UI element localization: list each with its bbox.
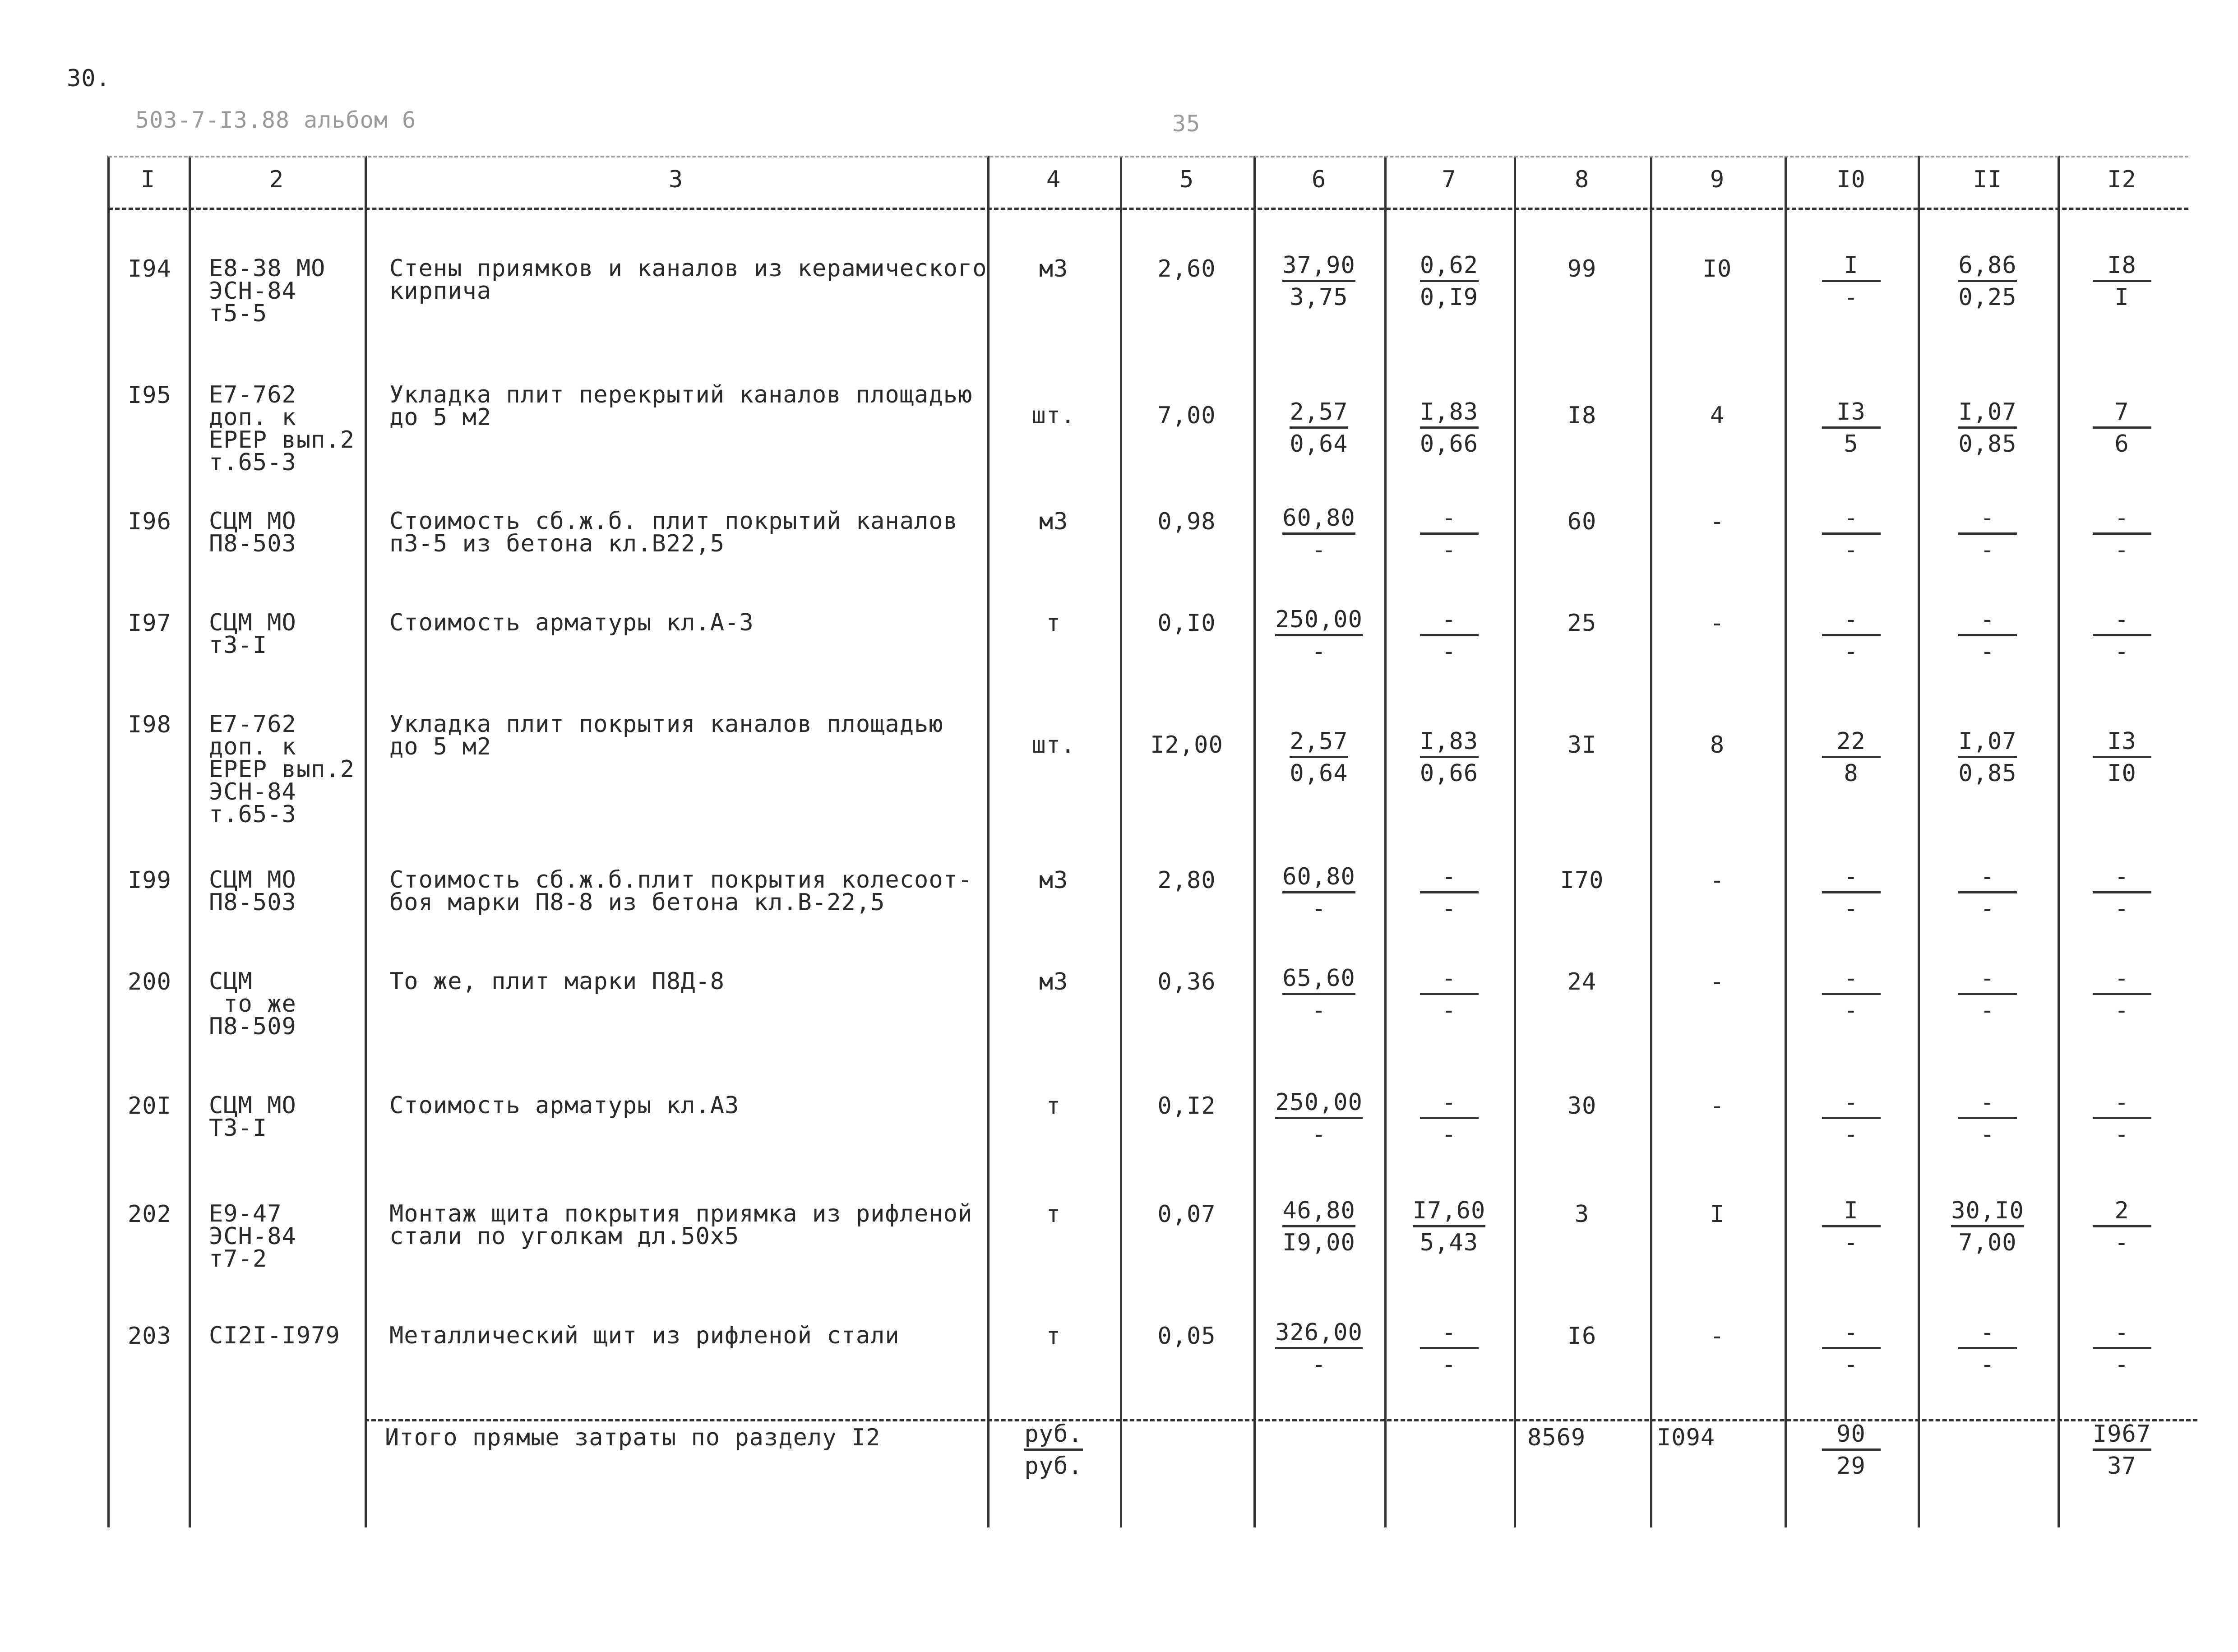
row-col12-numerator: 2 (2093, 1198, 2151, 1227)
row-unit: т (1046, 1201, 1061, 1228)
row-col6-numerator: 65,60 (1282, 966, 1355, 995)
row-col9: - (1710, 968, 1725, 995)
row-code: Е9-47 ЭСН-84 т7-2 (209, 1200, 296, 1273)
row-col12-denominator: I0 (2107, 760, 2136, 787)
row-col8: 24 (1567, 968, 1597, 995)
row-col12-numerator: I3 (2093, 729, 2151, 758)
document-reference: 503-7-I3.88 альбом 6 (135, 107, 416, 133)
row-col12-numerator: - (2093, 505, 2151, 535)
column-header-11: II (1973, 166, 2002, 193)
row-col6-denominator: - (1311, 638, 1327, 665)
row-col6-denominator: - (1311, 1351, 1327, 1378)
total-col10-denominator: 29 (1836, 1453, 1866, 1480)
row-col9: 4 (1710, 402, 1725, 429)
row-col11-numerator: I,07 (1958, 399, 2017, 429)
row-col12-denominator: - (2114, 997, 2129, 1024)
row-col6-numerator: 250,00 (1275, 1090, 1363, 1119)
row-col11-denominator: 0,25 (1958, 284, 2017, 311)
row-col12-denominator: - (2114, 537, 2129, 564)
row-col8: 25 (1567, 610, 1597, 637)
row-col8: I8 (1567, 402, 1597, 429)
row-col6-numerator: 326,00 (1275, 1320, 1363, 1349)
row-unit: шт. (1031, 731, 1076, 759)
row-quantity: 0,36 (1157, 968, 1216, 995)
row-code: СЦМ МО Т3-I (209, 1092, 296, 1142)
row-col12 (2084, 864, 2160, 921)
total-col8: 8569 (1527, 1424, 1586, 1451)
row-col10-denominator: - (1844, 284, 1859, 311)
row-col9: - (1710, 1092, 1725, 1120)
row-unit: м3 (1039, 255, 1068, 282)
row-col6 (1281, 1198, 1357, 1255)
row-code: СЦМ то же П8-509 (209, 968, 296, 1040)
row-code: Е7-762 доп. к ЕРЕР вып.2 ЭСН-84 т.65-3 (209, 711, 355, 828)
row-col10 (1813, 966, 1890, 1023)
total-col10 (1813, 1421, 1890, 1479)
row-col12-denominator: 6 (2114, 430, 2129, 458)
row-unit: м3 (1039, 867, 1068, 894)
row-col6-denominator: - (1311, 895, 1327, 922)
row-col11-denominator: - (1980, 1351, 1995, 1378)
row-col11 (1949, 864, 2026, 921)
row-col7-denominator: 5,43 (1420, 1229, 1479, 1256)
row-quantity: 7,00 (1157, 402, 1216, 429)
row-col12-numerator: 7 (2093, 399, 2151, 429)
row-col9: - (1710, 610, 1725, 637)
row-col9: - (1710, 867, 1725, 894)
column-header-6: 6 (1311, 166, 1327, 193)
row-col12 (2084, 1320, 2160, 1377)
row-col12-denominator: - (2114, 1121, 2129, 1148)
row-col10-numerator: 22 (1822, 729, 1881, 758)
row-col6-denominator: 0,64 (1290, 430, 1348, 458)
row-col10-numerator: I3 (1822, 399, 1881, 429)
row-col6 (1275, 1089, 1363, 1148)
table-top-rule (108, 156, 2188, 157)
row-unit: м3 (1039, 968, 1068, 995)
row-col12 (2084, 399, 2160, 457)
row-col10 (1813, 253, 1890, 310)
row-col7-numerator: 0,62 (1420, 253, 1479, 282)
row-col7-denominator: - (1442, 1351, 1457, 1378)
row-col10 (1813, 1090, 1890, 1147)
row-col7-numerator: I,83 (1420, 729, 1479, 758)
row-col11-numerator: 6,86 (1958, 253, 2017, 282)
row-col12-numerator: I8 (2093, 253, 2151, 282)
row-col11 (1949, 505, 2026, 563)
row-code: СI2I-I979 (209, 1322, 340, 1349)
row-col10-numerator: - (1822, 607, 1881, 636)
row-col8: 99 (1567, 255, 1597, 282)
row-col11 (1949, 1090, 2026, 1147)
row-col11-numerator: - (1958, 864, 2017, 893)
row-number: I95 (128, 382, 171, 409)
row-col10-numerator: I (1822, 253, 1881, 282)
row-code: СЦМ МО т3-I (209, 609, 296, 659)
row-col10-numerator: - (1822, 966, 1881, 995)
column-header-3: 3 (668, 166, 684, 193)
row-col6-numerator: 46,80 (1282, 1198, 1355, 1227)
row-col6-numerator: 250,00 (1275, 607, 1363, 636)
row-col12-denominator: - (2114, 638, 2129, 665)
row-description: Монтаж щита покрытия приямка из рифленой стали по уголкам дл.50х5 (389, 1200, 973, 1250)
row-col9: - (1710, 508, 1725, 535)
column-rule (1918, 156, 1920, 1527)
row-col12 (2084, 607, 2160, 664)
row-col12 (2084, 1090, 2160, 1147)
row-col10 (1813, 864, 1890, 921)
column-rule (1384, 156, 1387, 1527)
row-unit: т (1046, 610, 1061, 637)
row-col12-denominator: - (2114, 1351, 2129, 1378)
row-number: I94 (128, 255, 171, 282)
column-header-12: I2 (2107, 166, 2136, 193)
row-number: 20I (128, 1092, 171, 1120)
row-col12 (2084, 966, 2160, 1023)
row-unit: шт. (1031, 402, 1076, 429)
row-description: То же, плит марки П8Д-8 (389, 968, 725, 995)
row-col6 (1281, 505, 1357, 563)
row-number: I99 (128, 867, 171, 894)
row-col10 (1813, 1198, 1890, 1255)
row-number: 202 (128, 1201, 171, 1228)
row-col11-denominator: - (1980, 537, 1995, 564)
row-quantity: 2,80 (1157, 867, 1216, 894)
row-description: Стоимость сб.ж.б.плит покрытия колесоот- боя марки П8-8 из бетона кл.В-22,5 (389, 866, 973, 916)
row-col11-numerator: - (1958, 607, 2017, 636)
row-col7-denominator: 0,66 (1420, 430, 1479, 458)
row-col7-numerator: I,83 (1420, 399, 1479, 429)
row-col10 (1813, 729, 1890, 786)
row-col10 (1813, 1320, 1890, 1377)
row-col10-denominator: - (1844, 895, 1859, 922)
column-header-7: 7 (1442, 166, 1457, 193)
column-rule (1514, 156, 1516, 1527)
row-col10-numerator: - (1822, 505, 1881, 535)
row-unit: т (1046, 1323, 1061, 1350)
row-unit: м3 (1039, 508, 1068, 535)
row-col7-numerator: - (1420, 864, 1479, 893)
row-col11-denominator: - (1980, 1121, 1995, 1148)
row-col11-denominator: - (1980, 638, 1995, 665)
row-col11 (1949, 253, 2026, 310)
row-col6-numerator: 60,80 (1282, 864, 1355, 893)
row-col12-denominator: I (2114, 284, 2129, 311)
column-rule (189, 156, 191, 1527)
column-rule (987, 156, 990, 1527)
row-col7 (1411, 253, 1488, 310)
row-code: СЦМ МО П8-503 (209, 866, 296, 916)
row-col7 (1411, 1090, 1488, 1147)
row-col10 (1813, 505, 1890, 563)
row-col10 (1813, 399, 1890, 457)
column-header-10: I0 (1836, 166, 1866, 193)
total-col10-numerator: 90 (1822, 1421, 1881, 1451)
row-col10-denominator: 5 (1844, 430, 1859, 458)
row-col9: I (1710, 1201, 1725, 1228)
row-col6 (1281, 253, 1357, 310)
row-col11 (1949, 966, 2026, 1023)
row-col7-numerator: - (1420, 607, 1479, 636)
column-header-5: 5 (1179, 166, 1194, 193)
row-quantity: 0,07 (1157, 1201, 1216, 1228)
row-col11 (1949, 729, 2026, 786)
row-col8: I6 (1567, 1323, 1597, 1350)
row-col11-numerator: I,07 (1958, 729, 2017, 758)
column-rule (1253, 156, 1256, 1527)
row-code: СЦМ МО П8-503 (209, 508, 296, 557)
row-col11-denominator: - (1980, 997, 1995, 1024)
column-rule (107, 156, 110, 1527)
row-col7-denominator: - (1442, 1121, 1457, 1148)
row-col7-numerator: - (1420, 505, 1479, 535)
row-col10 (1813, 607, 1890, 664)
row-col10-denominator: 8 (1844, 760, 1859, 787)
column-rule (1650, 156, 1652, 1527)
column-header-4: 4 (1046, 166, 1061, 193)
row-col11-denominator: 7,00 (1958, 1229, 2017, 1256)
row-col11 (1949, 399, 2026, 457)
total-col12-numerator: I967 (2093, 1421, 2151, 1451)
row-col6-numerator: 37,90 (1282, 253, 1355, 282)
row-col6 (1281, 729, 1357, 786)
row-col10-denominator: - (1844, 997, 1859, 1024)
row-col6-numerator: 2,57 (1290, 729, 1348, 758)
row-col12 (2084, 729, 2160, 786)
row-col7-denominator: 0,66 (1420, 760, 1479, 787)
row-col11-denominator: 0,85 (1958, 430, 2017, 458)
row-number: I97 (128, 610, 171, 637)
total-col12-denominator: 37 (2107, 1453, 2136, 1480)
row-col12-numerator: - (2093, 1320, 2151, 1349)
row-col11-numerator: - (1958, 966, 2017, 995)
row-col6-numerator: 60,80 (1282, 505, 1355, 535)
row-col7-numerator: I7,60 (1413, 1198, 1486, 1227)
total-col12 (2084, 1421, 2160, 1479)
row-col6-denominator: 3,75 (1290, 284, 1348, 311)
column-rule (365, 156, 367, 1527)
row-col10-denominator: - (1844, 638, 1859, 665)
row-col12-numerator: - (2093, 1090, 2151, 1119)
row-col11 (1949, 1320, 2026, 1377)
row-col6 (1275, 606, 1363, 665)
total-rule (365, 1419, 2197, 1421)
row-col11-denominator: 0,85 (1958, 760, 2017, 787)
total-unit (1015, 1421, 1092, 1479)
row-col7-denominator: - (1442, 638, 1457, 665)
row-col7 (1411, 864, 1488, 921)
row-col11-numerator: - (1958, 1090, 2017, 1119)
row-col12 (2084, 253, 2160, 310)
row-col7 (1411, 966, 1488, 1023)
row-col7-denominator: 0,I9 (1420, 284, 1479, 311)
total-col9: I094 (1657, 1424, 1715, 1451)
row-col7-numerator: - (1420, 1320, 1479, 1349)
row-number: 200 (128, 968, 171, 995)
row-col6-denominator: 0,64 (1290, 760, 1348, 787)
row-col11-numerator: - (1958, 1320, 2017, 1349)
row-code: Е7-762 доп. к ЕРЕР вып.2 т.65-3 (209, 381, 355, 476)
sheet-number: 35 (1172, 111, 1201, 137)
row-col6-denominator: - (1311, 997, 1327, 1024)
column-header-8: 8 (1574, 166, 1590, 193)
row-description: Укладка плит покрытия каналов площадью до 5 м2 (389, 711, 943, 760)
row-col6-denominator: - (1311, 1121, 1327, 1148)
row-col9: - (1710, 1323, 1725, 1350)
row-col6-denominator: I9,00 (1282, 1229, 1355, 1256)
row-col7 (1411, 505, 1488, 563)
page-number: 30. (67, 65, 111, 92)
row-unit: т (1046, 1092, 1061, 1120)
row-col10-numerator: - (1822, 1090, 1881, 1119)
row-quantity: 2,60 (1157, 255, 1216, 282)
row-col7 (1411, 1198, 1488, 1255)
total-unit-denominator: руб. (1024, 1453, 1083, 1480)
row-col12-denominator: - (2114, 895, 2129, 922)
row-col7 (1411, 1320, 1488, 1377)
row-col11-denominator: - (1980, 895, 1995, 922)
row-col12 (2084, 505, 2160, 563)
row-col9: I0 (1702, 255, 1732, 282)
row-col7 (1411, 607, 1488, 664)
row-number: I96 (128, 508, 171, 535)
row-col8: 60 (1567, 508, 1597, 535)
row-col6-denominator: - (1311, 537, 1327, 564)
row-code: Е8-38 МО ЭСН-84 т5-5 (209, 255, 326, 327)
row-col7-numerator: - (1420, 1090, 1479, 1119)
row-col11-numerator: - (1958, 505, 2017, 535)
row-col8: 30 (1567, 1092, 1597, 1120)
row-col7-denominator: - (1442, 537, 1457, 564)
row-quantity: I2,00 (1150, 731, 1223, 759)
row-col7-denominator: - (1442, 997, 1457, 1024)
row-description: Стоимость арматуры кл.А-3 (389, 609, 754, 636)
row-col10-numerator: - (1822, 864, 1881, 893)
row-col12-denominator: - (2114, 1229, 2129, 1256)
column-rule (1785, 156, 1787, 1527)
row-col8: 3 (1574, 1201, 1590, 1228)
row-col10-denominator: - (1844, 1121, 1859, 1148)
row-col7-denominator: - (1442, 895, 1457, 922)
row-quantity: 0,98 (1157, 508, 1216, 535)
row-description: Стоимость арматуры кл.А3 (389, 1092, 740, 1119)
column-header-2: 2 (269, 166, 284, 193)
row-col7-numerator: - (1420, 966, 1479, 995)
header-rule (108, 208, 2188, 210)
column-header-9: 9 (1710, 166, 1725, 193)
row-col7 (1411, 399, 1488, 457)
row-col12 (2084, 1198, 2160, 1255)
row-description: Металлический щит из рифленой стали (389, 1322, 900, 1349)
row-quantity: 0,05 (1157, 1323, 1216, 1350)
row-number: 203 (128, 1323, 171, 1350)
row-quantity: 0,I2 (1157, 1092, 1216, 1120)
row-col8: I70 (1560, 867, 1604, 894)
column-header-1: I (140, 166, 156, 193)
row-col7 (1411, 729, 1488, 786)
row-number: I98 (128, 711, 171, 738)
row-description: Стоимость сб.ж.б. плит покрытий каналов п3-5 из бетона кл.В22,5 (389, 508, 958, 557)
row-col6 (1275, 1319, 1363, 1378)
column-rule (2058, 156, 2060, 1527)
row-col12-numerator: - (2093, 864, 2151, 893)
row-col9: 8 (1710, 731, 1725, 759)
total-unit-numerator: руб. (1024, 1421, 1083, 1451)
row-description: Укладка плит перекрытий каналов площадью до 5 м2 (389, 381, 973, 431)
total-label: Итого прямые затраты по разделу I2 (385, 1424, 881, 1451)
row-col6 (1281, 864, 1357, 921)
row-col12-numerator: - (2093, 607, 2151, 636)
row-col6 (1281, 399, 1357, 457)
row-col12-numerator: - (2093, 966, 2151, 995)
row-description: Стены приямков и каналов из керамического кирпича (389, 255, 987, 305)
row-col6-numerator: 2,57 (1290, 399, 1348, 429)
row-col10-denominator: - (1844, 1351, 1859, 1378)
row-col10-numerator: - (1822, 1320, 1881, 1349)
row-col10-numerator: I (1822, 1198, 1881, 1227)
row-col11 (1949, 1198, 2026, 1255)
column-rule (1120, 156, 1122, 1527)
row-col11 (1949, 607, 2026, 664)
row-col10-denominator: - (1844, 1229, 1859, 1256)
row-col11-numerator: 30,I0 (1951, 1198, 2024, 1227)
row-col10-denominator: - (1844, 537, 1859, 564)
row-col6 (1281, 966, 1357, 1023)
row-col8: 3I (1567, 731, 1597, 759)
row-quantity: 0,I0 (1157, 610, 1216, 637)
